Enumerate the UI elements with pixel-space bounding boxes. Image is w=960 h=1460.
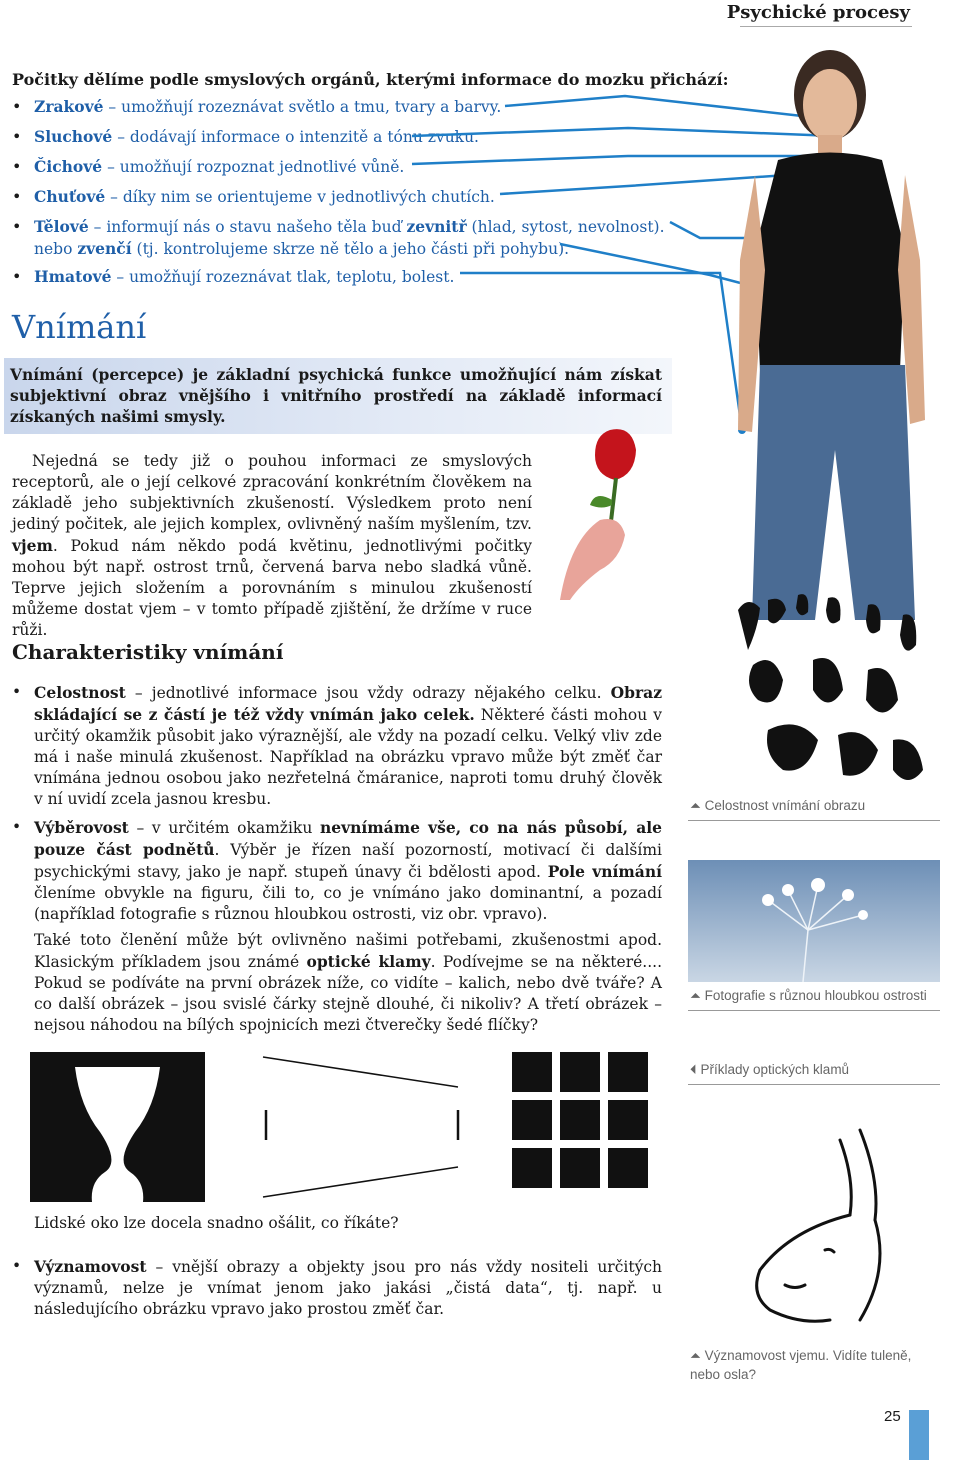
triangle-left-icon: ⏴	[690, 1062, 697, 1077]
bullet-celostnost: • Celostnost – jednotlivé informace jsou vždy odrazy nějakého celku. Obraz skládající se z částí je též vždy vnímán jako celek. Některé části mohou v určitý okamžik působit jako výraznější, ale vždy na pozadí celku. Velký vliv zde má i naše minulá zkušenost. Například na obrázku vpravo může být změť čar vnímána jednou osobou jako nezřetelná čmáranice, naproti tomu druhý člověk v ní uvidí zcela jasnou kresbu.	[12, 683, 662, 808]
caption-hloubka: ⏶ Fotografie s různou hloubkou ostrosti	[690, 988, 927, 1003]
list-item: • Zrakové – umožňují rozeznávat světlo a tmu, tvary a barvy.	[12, 96, 684, 118]
caption-celostnost: ⏶ Celostnost vnímání obrazu	[690, 798, 866, 813]
caption-klamy: ⏴ Příklady optických klamů	[690, 1062, 850, 1077]
scribble-image	[728, 590, 938, 800]
list-item: • Chuťové – díky nim se orientujeme v jednotlivých chutích.	[12, 186, 684, 208]
frost-photo	[688, 860, 940, 982]
triangle-up-icon: ⏶	[690, 1348, 701, 1363]
seal-donkey-drawing	[730, 1120, 930, 1340]
section-title-charakteristiky: Charakteristiky vnímání	[12, 640, 284, 664]
page-number: 25	[884, 1408, 901, 1425]
caption-rule	[688, 1084, 940, 1085]
paragraph-opticke-klamy: Také toto členění může být ovlivněno našimi potřebami, zkušenostmi apod. Klasickým příkladem jsou známé optické klamy. Podívejme se na některé.... Pokud se podíváte na první obrázek níže, co vidíte – kalich, nebo dvě tváře? A co další obrázek – jsou svislé čárky stejně dlouhé, či nikoliv? A třetí obrázek – nejsou náhodou na bílých spojnicích mezi čtverečky šedé flíčky?	[34, 931, 662, 1034]
rubin-vase	[30, 1052, 205, 1202]
triangle-up-icon: ⏶	[690, 988, 701, 1003]
hermann-grid	[512, 1052, 648, 1188]
caption-rule	[688, 820, 940, 821]
section-title-vnimani: Vnímání	[12, 308, 147, 346]
woman-photo	[738, 50, 925, 620]
bullet-vyznamovost: • Významovost – vnější obrazy a objekty jsou pro nás vždy nositeli určitých významů, nelze je vnímat jenom jako jakási „čistá data“, tj. např. u následujícího obrázku vpravo jako prostou změť čar.	[12, 1257, 662, 1318]
list-item: • Hmatové – umožňují rozeznávat tlak, teplotu, bolest.	[12, 266, 684, 288]
rose-photo	[540, 420, 660, 600]
muller-lyer	[263, 1057, 458, 1197]
list-item: • Sluchové – dodávají informace o intenzitě a tónu zvuku.	[12, 126, 684, 148]
triangle-up-icon: ⏶	[690, 798, 701, 813]
intro-line: Počitky dělíme podle smyslových orgánů, kterými informace do mozku přichází:	[12, 70, 729, 89]
list-item: • Čichové – umožňují rozpoznat jednotlivé vůně.	[12, 156, 684, 178]
page-header: Psychické procesy	[726, 2, 910, 23]
bullet-vyberovost: • Výběrovost – v určitém okamžiku nevnímáme vše, co na nás působí, ale pouze část podnětů. Výběr je řízen naší pozorností, motivací či dalšími psychickými stavy, jako je např. stupeň únavy či bdělosti apod. Pole vnímání členíme obvykle na figuru, čili to, co je vnímáno jako dominantní, a pozadí (například fotografie s různou hloubkou ostrosti, viz obr. vpravo).	[12, 818, 663, 923]
paragraph-osalit: Lidské oko lze docela snadno ošálit, co říkáte?	[34, 1214, 399, 1232]
paragraph-vjem: Nejedná se tedy již o pouhou informaci ze smyslových receptorů, ale o její celkové zpracování konkrétním člověkem na základě jeho subjektivních zkušeností. Výsledkem proto není jediný počitek, ale jejich komplex, ovlivněný naším myšlením, tzv. vjem. Pokud nám někdo podá květinu, jednotlivými počitky mohou být např. ostrost trnů, červená barva nebo sladká vůně. Teprve jejich složením a porovnáním s minulou zkušeností můžeme dostat vjem – v tomto případě zjištění, že držíme v ruce růži.	[12, 452, 532, 639]
page-tab-bar	[909, 1410, 929, 1460]
caption-vyznamovost: ⏶ Významovost vjemu. Vidíte tuleně, nebo osla?	[690, 1348, 912, 1382]
optical-illusions	[30, 1052, 670, 1202]
definition-text: Vnímání (percepce) je základní psychická funkce umožňující nám získat subjektivní obraz vnějšího i vnitřního prostředí na základě informací získaných našimi smysly.	[10, 365, 662, 426]
list-item: • Tělové – informují nás o stavu našeho těla buď zevnitř (hlad, sytost, nevolnost). nebo zvenčí (tj. kontrolujeme skrze ně tělo a jeho části při pohybu).	[12, 216, 684, 260]
caption-rule	[688, 1010, 940, 1011]
